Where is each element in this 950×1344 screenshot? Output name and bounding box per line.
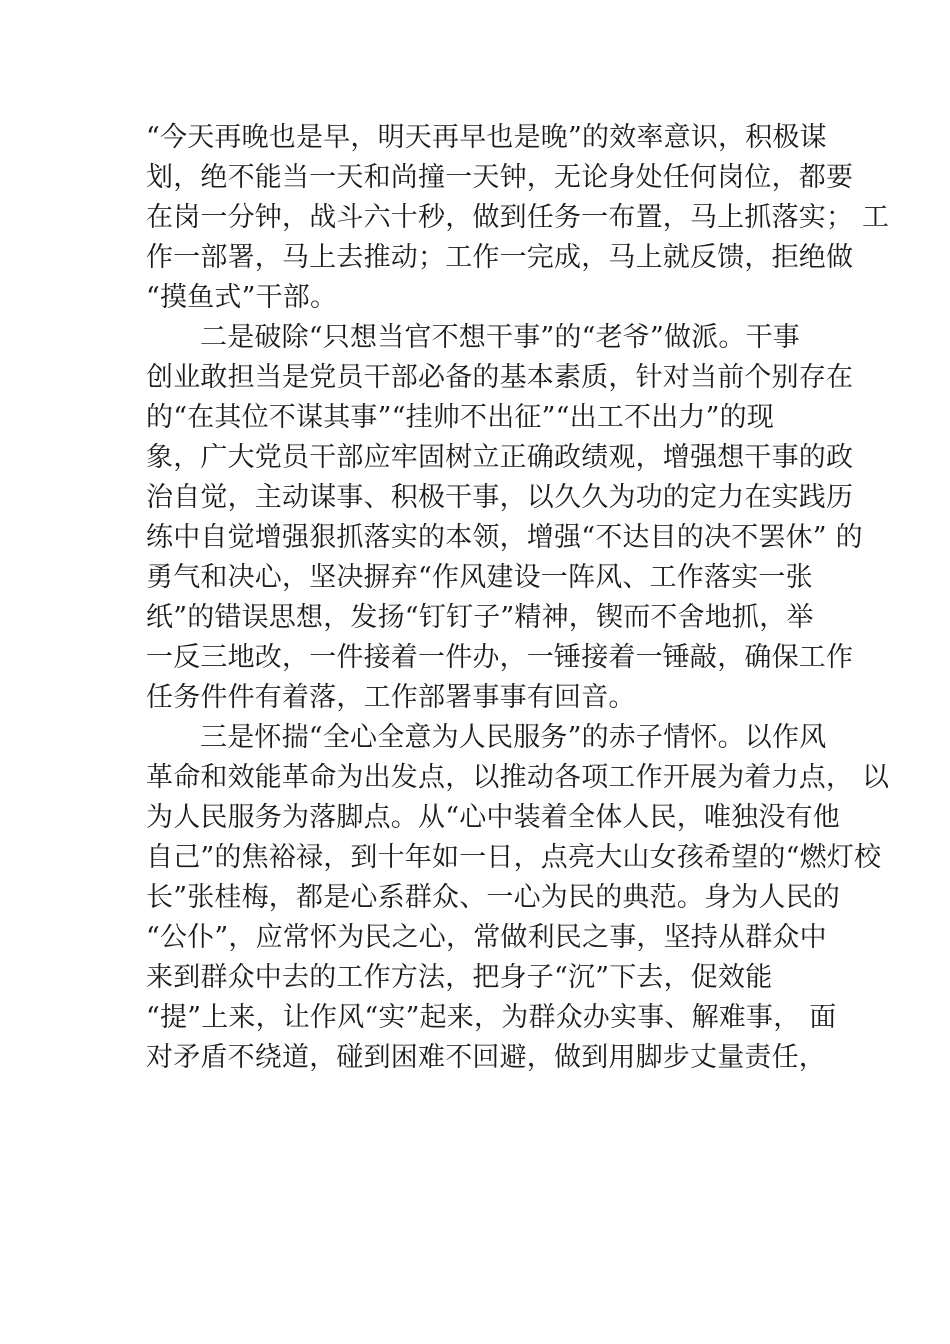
text-line: 在岗一分钟，战斗六十秒，做到任务一布置，马上抓落实； 工 xyxy=(146,202,890,233)
text-line: 纸”的错误思想，发扬“钉钉子”精神，锲而不舍地抓，举 xyxy=(146,602,814,633)
text-line: 一反三地改，一件接着一件办，一锤接着一锤敲，确保工作 xyxy=(146,642,854,673)
text-line: 自己”的焦裕禄，到十年如一日，点亮大山女孩希望的“燃灯校 xyxy=(146,842,882,873)
text-line: “今天再晚也是早，明天再早也是晚”的效率意识，积极谋 xyxy=(146,122,827,153)
text-line: 练中自觉增强狠抓落实的本领，增强“不达目的决不罢休” 的 xyxy=(146,522,863,553)
text-line: 革命和效能革命为出发点，以推动各项工作开展为着力点， 以 xyxy=(146,762,890,793)
text-line: 创业敢担当是党员干部必备的基本素质，针对当前个别存在 xyxy=(146,362,854,393)
text-line: 划，绝不能当一天和尚撞一天钟，无论身处任何岗位，都要 xyxy=(146,162,854,193)
text-line: 治自觉，主动谋事、积极干事，以久久为功的定力在实践历 xyxy=(146,482,854,513)
text-line: “提”上来，让作风“实”起来，为群众办实事、解难事， 面 xyxy=(146,1002,837,1033)
paragraph-start-line: 三是怀揣“全心全意为人民服务”的赤子情怀。以作风 xyxy=(200,722,827,753)
text-line: “摸鱼式”干部。 xyxy=(146,282,338,313)
text-line: 作一部署，马上去推动；工作一完成，马上就反馈，拒绝做 xyxy=(146,242,854,273)
text-line: 对矛盾不绕道，碰到困难不回避，做到用脚步丈量责任， xyxy=(146,1042,826,1073)
text-line: “公仆”，应常怀为民之心，常做利民之事，坚持从群众中 xyxy=(146,922,827,953)
paragraph-start-line: 二是破除“只想当官不想干事”的“老爷”做派。干事 xyxy=(200,322,801,353)
text-line: 象，广大党员干部应牢固树立正确政绩观，增强想干事的政 xyxy=(146,442,854,473)
text-line: 长”张桂梅，都是心系群众、一心为民的典范。身为人民的 xyxy=(146,882,841,913)
text-line: 勇气和决心，坚决摒弃“作风建设一阵风、工作落实一张 xyxy=(146,562,813,593)
text-line: 来到群众中去的工作方法，把身子“沉”下去，促效能 xyxy=(146,962,773,993)
text-line: 的“在其位不谋其事”“挂帅不出征”“出工不出力”的现 xyxy=(146,402,775,433)
text-line: 为人民服务为落脚点。从“心中装着全体人民，唯独没有他 xyxy=(146,802,841,833)
document-body xyxy=(146,118,890,1078)
text-line: 任务件件有着落，工作部署事事有回音。 xyxy=(146,682,636,713)
